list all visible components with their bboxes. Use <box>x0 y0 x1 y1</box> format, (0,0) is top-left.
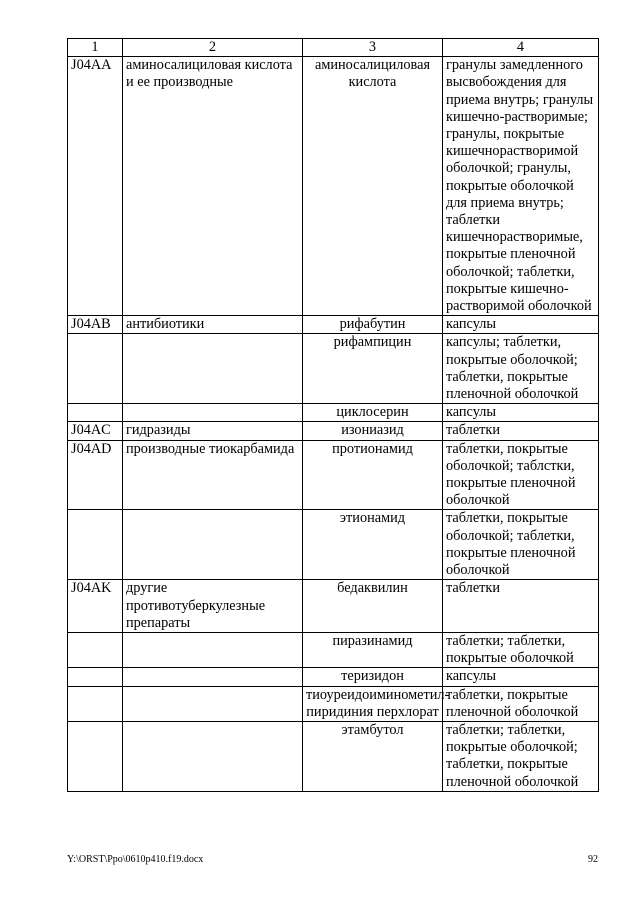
table-row <box>68 440 599 510</box>
drug-name-cell: изониазид <box>303 422 443 440</box>
dosage-forms-cell: таблетки <box>443 422 599 440</box>
drug-name-cell: этионамид <box>303 510 443 580</box>
atc-code-cell <box>68 404 123 422</box>
atc-code-cell <box>68 668 123 686</box>
atc-code-cell <box>68 334 123 404</box>
drug-name-cell: аминосалициловая кислота <box>303 57 443 316</box>
table-row <box>68 721 599 791</box>
footer-file-path: Y:\ORST\Ppo\0610p410.f19.docx <box>67 854 204 865</box>
table-row <box>68 404 599 422</box>
dosage-forms-cell: капсулы <box>443 668 599 686</box>
atc-code-cell: J04AD <box>68 440 123 510</box>
atc-code-cell: J04AC <box>68 422 123 440</box>
header-cell-1: 1 <box>68 39 123 57</box>
atc-code-cell: J04AB <box>68 316 123 334</box>
dosage-forms-cell: гранулы замедленного высвобождения для приема внутрь; гранулы кишечно-растворимые; гранулы, покрытые кишечнорастворимой оболочкой; гранулы, покрытые оболочкой для приема внутрь; таблетки кишечнорастворимые, покрытые пленочной оболочкой; таблетки, покрытые кишечно-растворимой оболочкой <box>443 57 599 316</box>
table-row <box>68 632 599 667</box>
atc-code-cell <box>68 721 123 791</box>
dosage-forms-cell: капсулы <box>443 316 599 334</box>
drug-group-cell: антибиотики <box>123 316 303 334</box>
table-row <box>68 316 599 334</box>
drug-group-cell <box>123 721 303 791</box>
dosage-forms-cell: капсулы <box>443 404 599 422</box>
dosage-forms-cell: таблетки <box>443 580 599 633</box>
drug-group-cell <box>123 510 303 580</box>
drug-name-cell: циклосерин <box>303 404 443 422</box>
drug-group-cell <box>123 686 303 721</box>
drug-name-cell: пиразинамид <box>303 632 443 667</box>
drug-group-cell: другие противотуберкулезные препараты <box>123 580 303 633</box>
drug-group-cell <box>123 404 303 422</box>
table-row <box>68 334 599 404</box>
drug-name-cell: рифабутин <box>303 316 443 334</box>
drug-name-cell: бедаквилин <box>303 580 443 633</box>
dosage-forms-cell: таблетки; таблетки, покрытые оболочкой <box>443 632 599 667</box>
atc-code-cell <box>68 632 123 667</box>
table-row <box>68 57 599 316</box>
drug-table <box>67 38 599 792</box>
drug-name-cell: рифампицин <box>303 334 443 404</box>
drug-group-cell <box>123 632 303 667</box>
drug-name-cell: протионамид <box>303 440 443 510</box>
drug-name-cell: теризидон <box>303 668 443 686</box>
drug-group-cell <box>123 668 303 686</box>
header-cell-4: 4 <box>443 39 599 57</box>
dosage-forms-cell: таблетки; таблетки, покрытые оболочкой; таблетки, покрытые пленочной оболочкой <box>443 721 599 791</box>
table-row <box>68 668 599 686</box>
dosage-forms-cell: таблетки, покрытые оболочкой; таблетки, покрытые пленочной оболочкой <box>443 510 599 580</box>
drug-name-cell: тиоуреидоиминометил-пиридиния перхлорат <box>303 686 443 721</box>
drug-group-cell: производные тиокарбамида <box>123 440 303 510</box>
dosage-forms-cell: таблетки, покрытые пленочной оболочкой <box>443 686 599 721</box>
dosage-forms-cell: капсулы; таблетки, покрытые оболочкой; таблетки, покрытые пленочной оболочкой <box>443 334 599 404</box>
atc-code-cell <box>68 686 123 721</box>
header-cell-2: 2 <box>123 39 303 57</box>
drug-group-cell <box>123 334 303 404</box>
atc-code-cell: J04AA <box>68 57 123 316</box>
header-cell-3: 3 <box>303 39 443 57</box>
table-row <box>68 686 599 721</box>
drug-group-cell: аминосалициловая кислота и ее производные <box>123 57 303 316</box>
table-row <box>68 422 599 440</box>
atc-code-cell <box>68 510 123 580</box>
table-header-row <box>68 39 599 57</box>
page-number: 92 <box>588 854 598 865</box>
atc-code-cell: J04AK <box>68 580 123 633</box>
table-row <box>68 510 599 580</box>
table-row <box>68 580 599 633</box>
drug-group-cell: гидразиды <box>123 422 303 440</box>
drug-name-cell: этамбутол <box>303 721 443 791</box>
dosage-forms-cell: таблетки, покрытые оболочкой; таблстки, покрытые пленочной оболочкой <box>443 440 599 510</box>
